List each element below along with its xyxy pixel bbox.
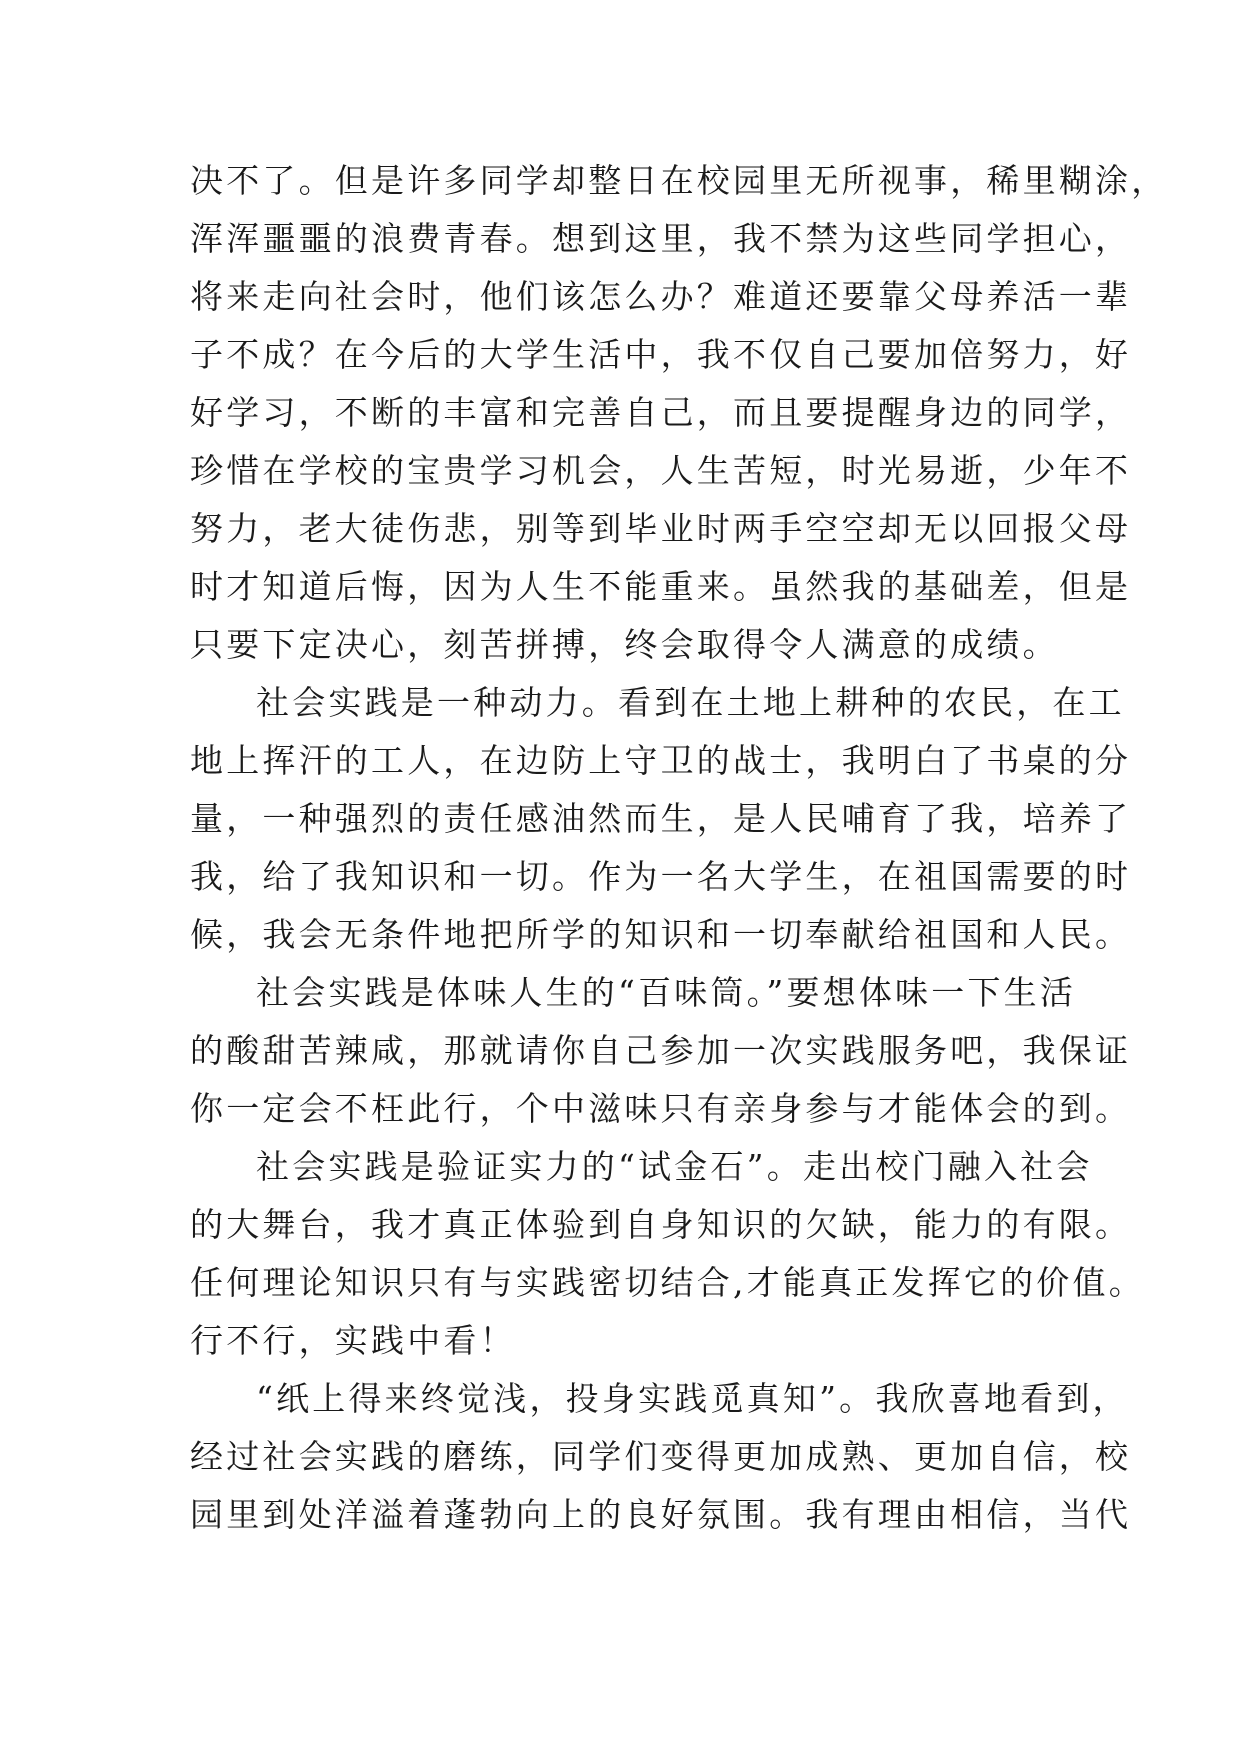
text-line: 将来走向社会时，他们该怎么办？难道还要靠父母养活一辈 xyxy=(190,277,1132,316)
text-line: 候，我会无条件地把所学的知识和一切奉献给祖国和人民。 xyxy=(190,915,1132,954)
text-line: 浑浑噩噩的浪费青春。想到这里，我不禁为这些同学担心， xyxy=(190,219,1132,258)
text-line: 社会实践是验证实力的“试金石”。走出校门融入社会 xyxy=(256,1147,1093,1186)
text-line: 时才知道后悔，因为人生不能重来。虽然我的基础差，但是 xyxy=(190,567,1132,606)
text-line: 好学习，不断的丰富和完善自己，而且要提醒身边的同学， xyxy=(190,393,1132,432)
text-line: 你一定会不枉此行，个中滋味只有亲身参与才能体会的到。 xyxy=(190,1089,1132,1128)
text-line: 经过社会实践的磨练，同学们变得更加成熟、更加自信，校 xyxy=(190,1437,1132,1476)
text-line: 行不行，实践中看！ xyxy=(190,1321,516,1360)
text-line: 珍惜在学校的宝贵学习机会，人生苦短，时光易逝，少年不 xyxy=(190,451,1132,490)
text-line: 我，给了我知识和一切。作为一名大学生，在祖国需要的时 xyxy=(190,857,1132,896)
text-line: 地上挥汗的工人，在边防上守卫的战士，我明白了书桌的分 xyxy=(190,741,1132,780)
text-line: 园里到处洋溢着蓬勃向上的良好氛围。我有理由相信，当代 xyxy=(190,1495,1132,1534)
text-line: 努力，老大徒伤悲，别等到毕业时两手空空却无以回报父母 xyxy=(190,509,1132,548)
text-line: 子不成？在今后的大学生活中，我不仅自己要加倍努力，好 xyxy=(190,335,1132,374)
text-line: 社会实践是体味人生的“百味筒。”要想体味一下生活 xyxy=(256,973,1077,1012)
text-line: 任何理论知识只有与实践密切结合,才能真正发挥它的价值。 xyxy=(190,1263,1145,1302)
text-line: 的大舞台，我才真正体验到自身知识的欠缺，能力的有限。 xyxy=(190,1205,1132,1244)
text-line: 社会实践是一种动力。看到在土地上耕种的农民，在工 xyxy=(256,683,1125,722)
text-line: 的酸甜苦辣咸，那就请你自己参加一次实践服务吧，我保证 xyxy=(190,1031,1132,1070)
body-text xyxy=(190,152,1168,1544)
text-line: 决不了。但是许多同学却整日在校园里无所视事，稀里糊涂， xyxy=(190,161,1168,200)
text-line: “纸上得来终觉浅，投身实践觅真知”。我欣喜地看到， xyxy=(256,1379,1129,1418)
text-line: 量，一种强烈的责任感油然而生，是人民哺育了我，培养了 xyxy=(190,799,1132,838)
text-line: 只要下定决心，刻苦拼搏，终会取得令人满意的成绩。 xyxy=(190,625,1059,664)
